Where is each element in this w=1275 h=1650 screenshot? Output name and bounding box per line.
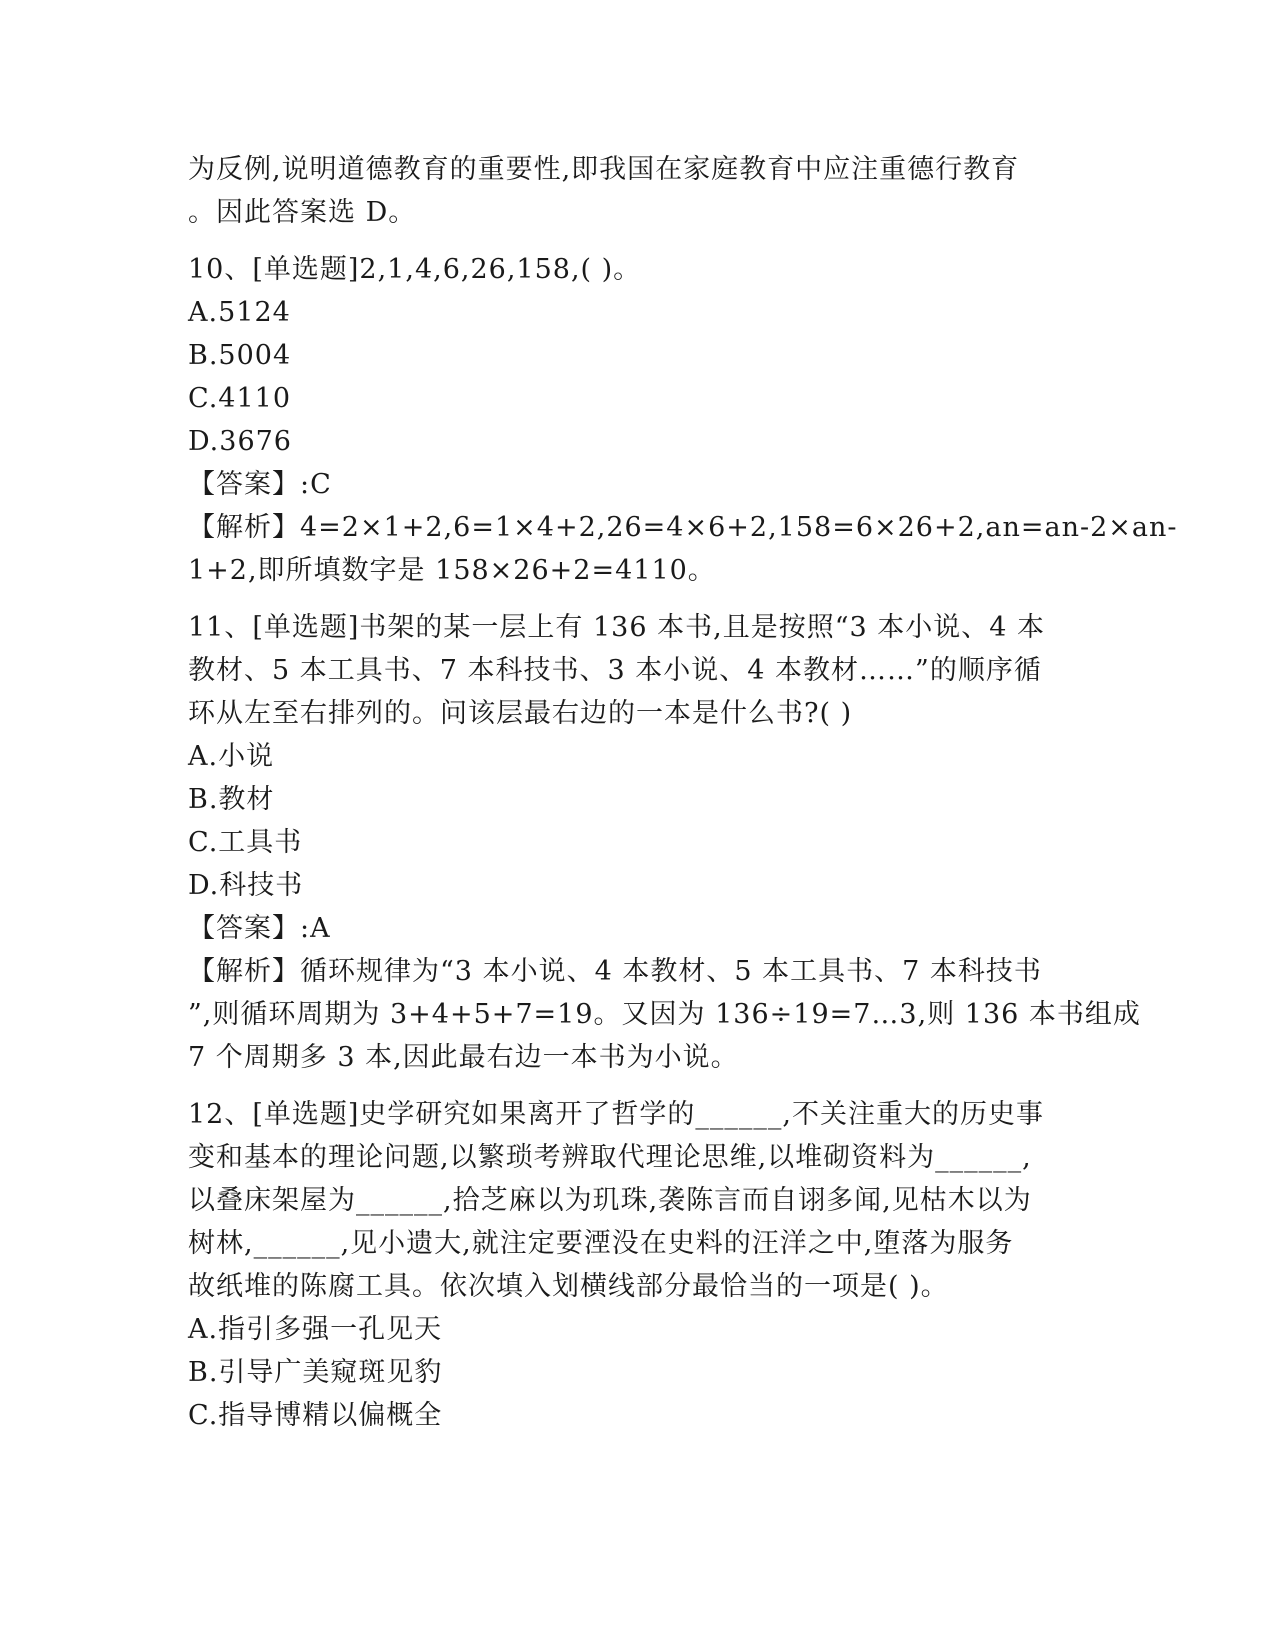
- option-a: A.指引多强一孔见天: [188, 1314, 443, 1345]
- previous-analysis-continuation: [188, 148, 1078, 234]
- option-c: C.指导博精以偏概全: [188, 1400, 443, 1431]
- answer-line: 【答案】:C: [188, 469, 332, 500]
- option-c: C.4110: [188, 383, 291, 414]
- question-stem: 变和基本的理论问题,以繁琐考辨取代理论思维,以堆砌资料为______,: [188, 1142, 1032, 1173]
- text-line: 为反例,说明道德教育的重要性,即我国在家庭教育中应注重德行教育: [188, 154, 1020, 185]
- text-line: 。因此答案选 D。: [188, 197, 417, 228]
- analysis-line: 1+2,即所填数字是 158×26+2=4110。: [188, 555, 716, 586]
- question-10: [188, 248, 1178, 592]
- question-stem: 以叠床架屋为______,拾芝麻以为玑珠,袭陈言而自诩多闻,见枯木以为: [188, 1185, 1032, 1216]
- question-11: [188, 606, 1141, 1079]
- question-stem: 教材、5 本工具书、7 本科技书、3 本小说、4 本教材……”的顺序循: [188, 655, 1042, 686]
- option-d: D.3676: [188, 426, 292, 457]
- analysis-line: 7 个周期多 3 本,因此最右边一本书为小说。: [188, 1042, 739, 1073]
- document-page: [188, 148, 1178, 1437]
- question-stem: 12、[单选题]史学研究如果离开了哲学的______,不关注重大的历史事: [188, 1099, 1045, 1130]
- option-a: A.5124: [188, 297, 291, 328]
- question-stem: 故纸堆的陈腐工具。依次填入划横线部分最恰当的一项是( )。: [188, 1271, 949, 1302]
- option-b: B.引导广美窥斑见豹: [188, 1357, 443, 1388]
- analysis-line: 【解析】循环规律为“3 本小说、4 本教材、5 本工具书、7 本科技书: [188, 956, 1042, 987]
- question-stem: 10、[单选题]2,1,4,6,26,158,( )。: [188, 254, 642, 285]
- question-stem: 树林,______,见小遗大,就注定要湮没在史料的汪洋之中,堕落为服务: [188, 1228, 1014, 1259]
- analysis-line: ”,则循环周期为 3+4+5+7=19。又因为 136÷19=7…3,则 136 本书组成: [188, 999, 1141, 1030]
- question-stem: 环从左至右排列的。问该层最右边的一本是什么书?( ): [188, 698, 853, 729]
- option-d: D.科技书: [188, 870, 304, 901]
- question-stem: 11、[单选题]书架的某一层上有 136 本书,且是按照“3 本小说、4 本: [188, 612, 1046, 643]
- option-a: A.小说: [188, 741, 275, 772]
- option-b: B.教材: [188, 784, 275, 815]
- option-c: C.工具书: [188, 827, 303, 858]
- analysis-line: 【解析】4=2×1+2,6=1×4+2,26=4×6+2,158=6×26+2,an=an-2×an-: [188, 512, 1178, 543]
- question-12: [188, 1093, 1078, 1437]
- answer-line: 【答案】:A: [188, 913, 331, 944]
- option-b: B.5004: [188, 340, 292, 371]
